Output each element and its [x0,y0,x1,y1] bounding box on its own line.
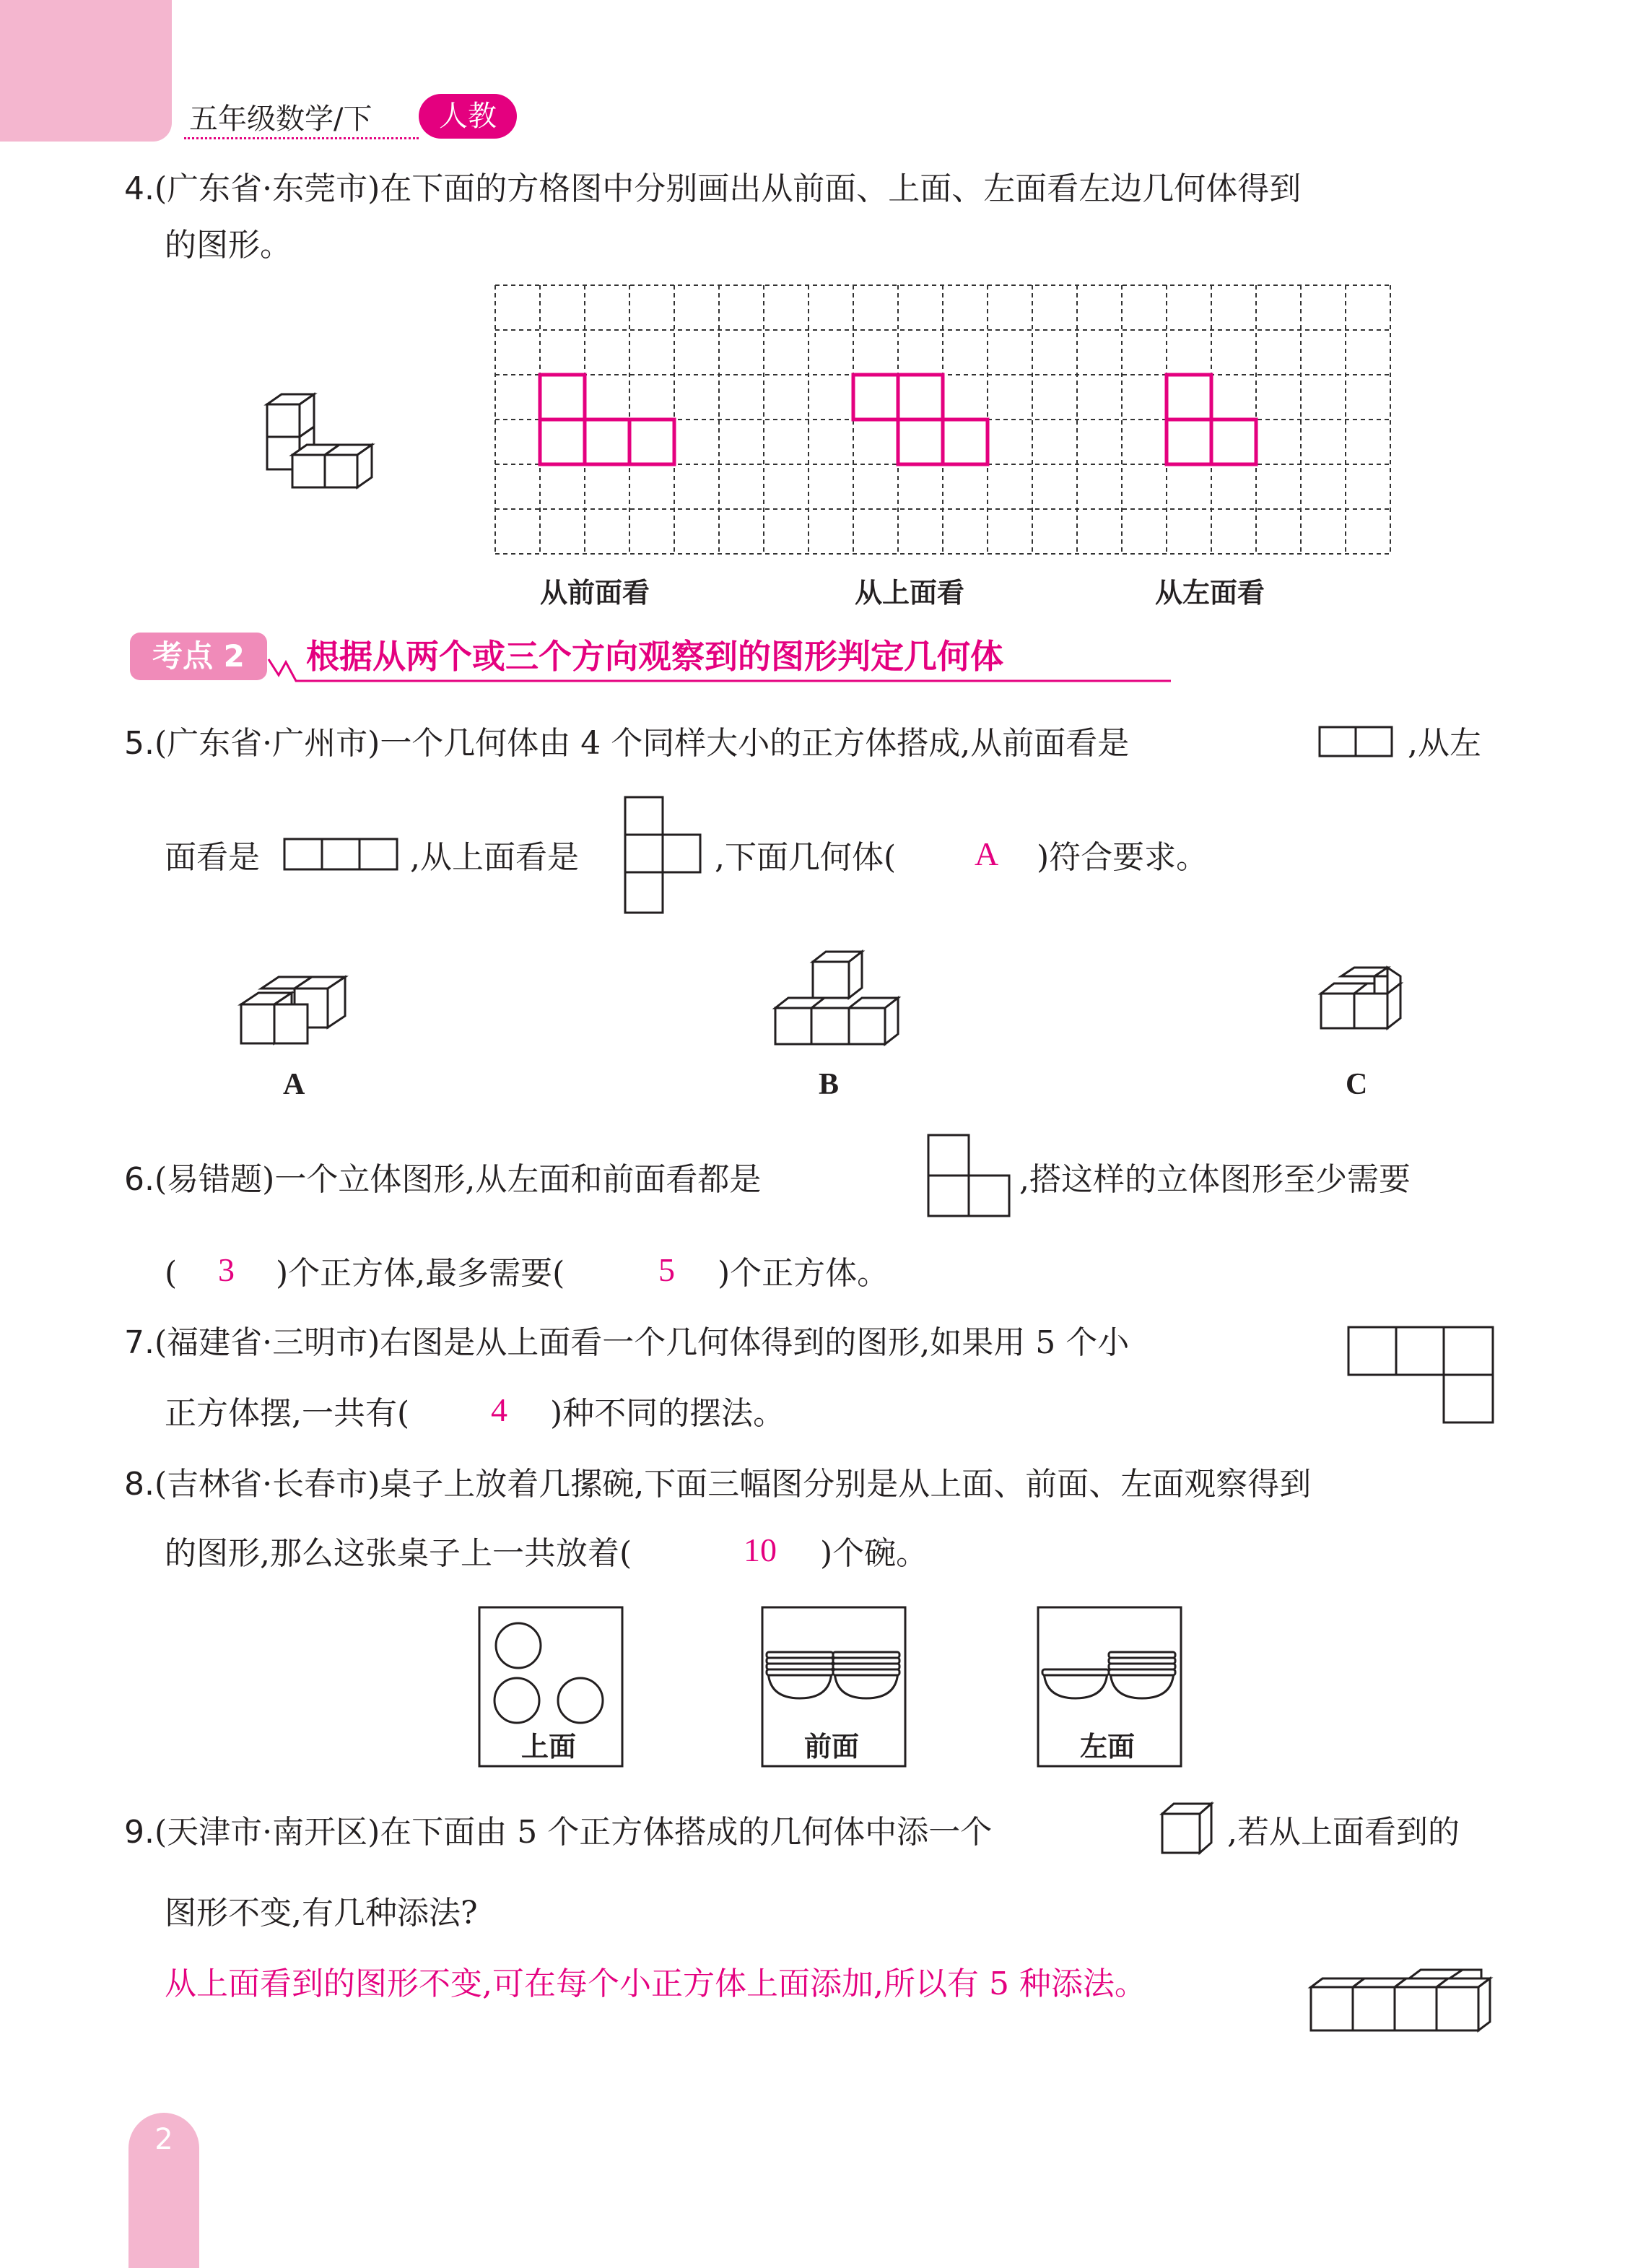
bowl-stack [767,1652,833,1698]
bowl-stack [1109,1652,1175,1698]
q7-source: (福建省·三明市) [154,1324,380,1361]
q9-number: 9. [124,1814,154,1851]
q5-front-view-icon [1318,726,1395,757]
q8-number: 8. [124,1466,154,1503]
q5-line1 [124,722,1129,765]
q4-line1 [124,168,1301,211]
q6-source: (易错题) [154,1161,275,1198]
q5-line1-tail: ,从左 [1408,725,1481,762]
q4-number: 4. [124,170,154,207]
q9-cube-icon [1159,1801,1220,1859]
q9-text: 在下面由 5 个正方体搭成的几何体中添一个 [380,1814,993,1851]
label-top-view: 从上面看 [855,577,965,609]
q6-answer-max: 5 [658,1251,675,1288]
label-left-view: 从左面看 [1155,577,1265,609]
q8-line2a: 的图形,那么这张桌子上一共放着( [165,1535,632,1572]
header-subject: 五年级数学/下 [189,103,372,136]
header-underline [184,137,419,139]
q6-open: ( [165,1255,178,1292]
q6-line1-tail: ,搭这样的立体图形至少需要 [1019,1161,1411,1198]
q8-source: (吉林省·长春市) [154,1466,380,1503]
q8-label-top: 上面 [521,1731,577,1763]
edition-badge: 人教 [419,94,517,139]
q6-line2a: )个正方体,最多需要( [276,1255,565,1292]
q8-label-front: 前面 [804,1731,860,1763]
q5-top-view-icon [622,794,703,916]
q5-line2b: ,从上面看是 [410,839,579,876]
option-c-label: C [1346,1068,1368,1101]
answer-left-view [1167,375,1256,464]
q5-line2c: ,下面几何体( [715,839,897,876]
q8-line1 [124,1463,1311,1506]
q8-answer: 10 [744,1531,777,1568]
page-number: 2 [154,2123,173,2156]
option-b-label: B [819,1068,840,1101]
q9-line2: 图形不变,有几种添法? [165,1895,478,1932]
option-a-label: A [283,1068,305,1101]
option-a-figure [240,971,355,1058]
q8-label-left: 左面 [1080,1731,1136,1763]
q7-line2a: 正方体摆,一共有( [165,1395,410,1432]
option-c-figure [1320,968,1421,1054]
q4-text: 在下面的方格图中分别画出从前面、上面、左面看左边几何体得到 [380,170,1302,207]
answer-front-view [540,375,674,464]
q7-text: 右图是从上面看一个几何体得到的图形,如果用 5 个小 [380,1324,1130,1361]
q8-text: 桌子上放着几摞碗,下面三幅图分别是从上面、前面、左面观察得到 [380,1466,1312,1503]
q8-line2b: )个碗。 [820,1535,928,1572]
q6-line2b: )个正方体。 [718,1255,889,1292]
q5-line2a: 面看是 [165,839,260,876]
q7-answer: 4 [491,1391,507,1428]
q4-solid-figure [260,390,390,505]
q9-line1-tail: ,若从上面看到的 [1227,1814,1460,1851]
q5-text: 一个几何体由 4 个同样大小的正方体搭成,从前面看是 [380,725,1130,762]
q5-answer: A [975,835,999,872]
q7-number: 7. [124,1324,154,1361]
q7-top-view-icon [1347,1326,1499,1427]
q4-grid [495,285,1393,554]
q7-line1 [124,1321,1129,1365]
q4-line2: 的图形。 [165,227,292,264]
bowl-stack [1042,1669,1109,1698]
q7-line2b: )种不同的摆法。 [550,1395,785,1432]
q4-source: (广东省·东莞市) [154,170,380,207]
q5-source: (广东省·广州市) [154,725,380,762]
q9-line1 [124,1811,992,1854]
q6-view-icon [925,1132,1012,1220]
section-title: 根据从两个或三个方向观察到的图形判定几何体 [306,637,1003,676]
bowl-stack [833,1652,899,1698]
q6-answer-min: 3 [218,1251,235,1288]
answer-top-view [853,375,988,464]
label-front-view: 从前面看 [540,577,650,609]
q6-number: 6. [124,1161,154,1198]
q5-left-view-icon [283,838,400,872]
q5-number: 5. [124,725,154,762]
q9-answer: 从上面看到的图形不变,可在每个小正方体上面添加,所以有 5 种添法。 [165,1965,1146,2002]
q9-source: (天津市·南开区) [154,1814,380,1851]
q6-line1 [124,1158,761,1202]
q6-text: 一个立体图形,从左面和前面看都是 [274,1161,762,1198]
corner-tab [0,0,172,142]
q9-solid-figure [1308,1961,1503,2041]
q5-line2d: )符合要求。 [1037,839,1208,876]
section-badge: 考点 2 [130,633,267,680]
option-b-figure [772,947,917,1048]
